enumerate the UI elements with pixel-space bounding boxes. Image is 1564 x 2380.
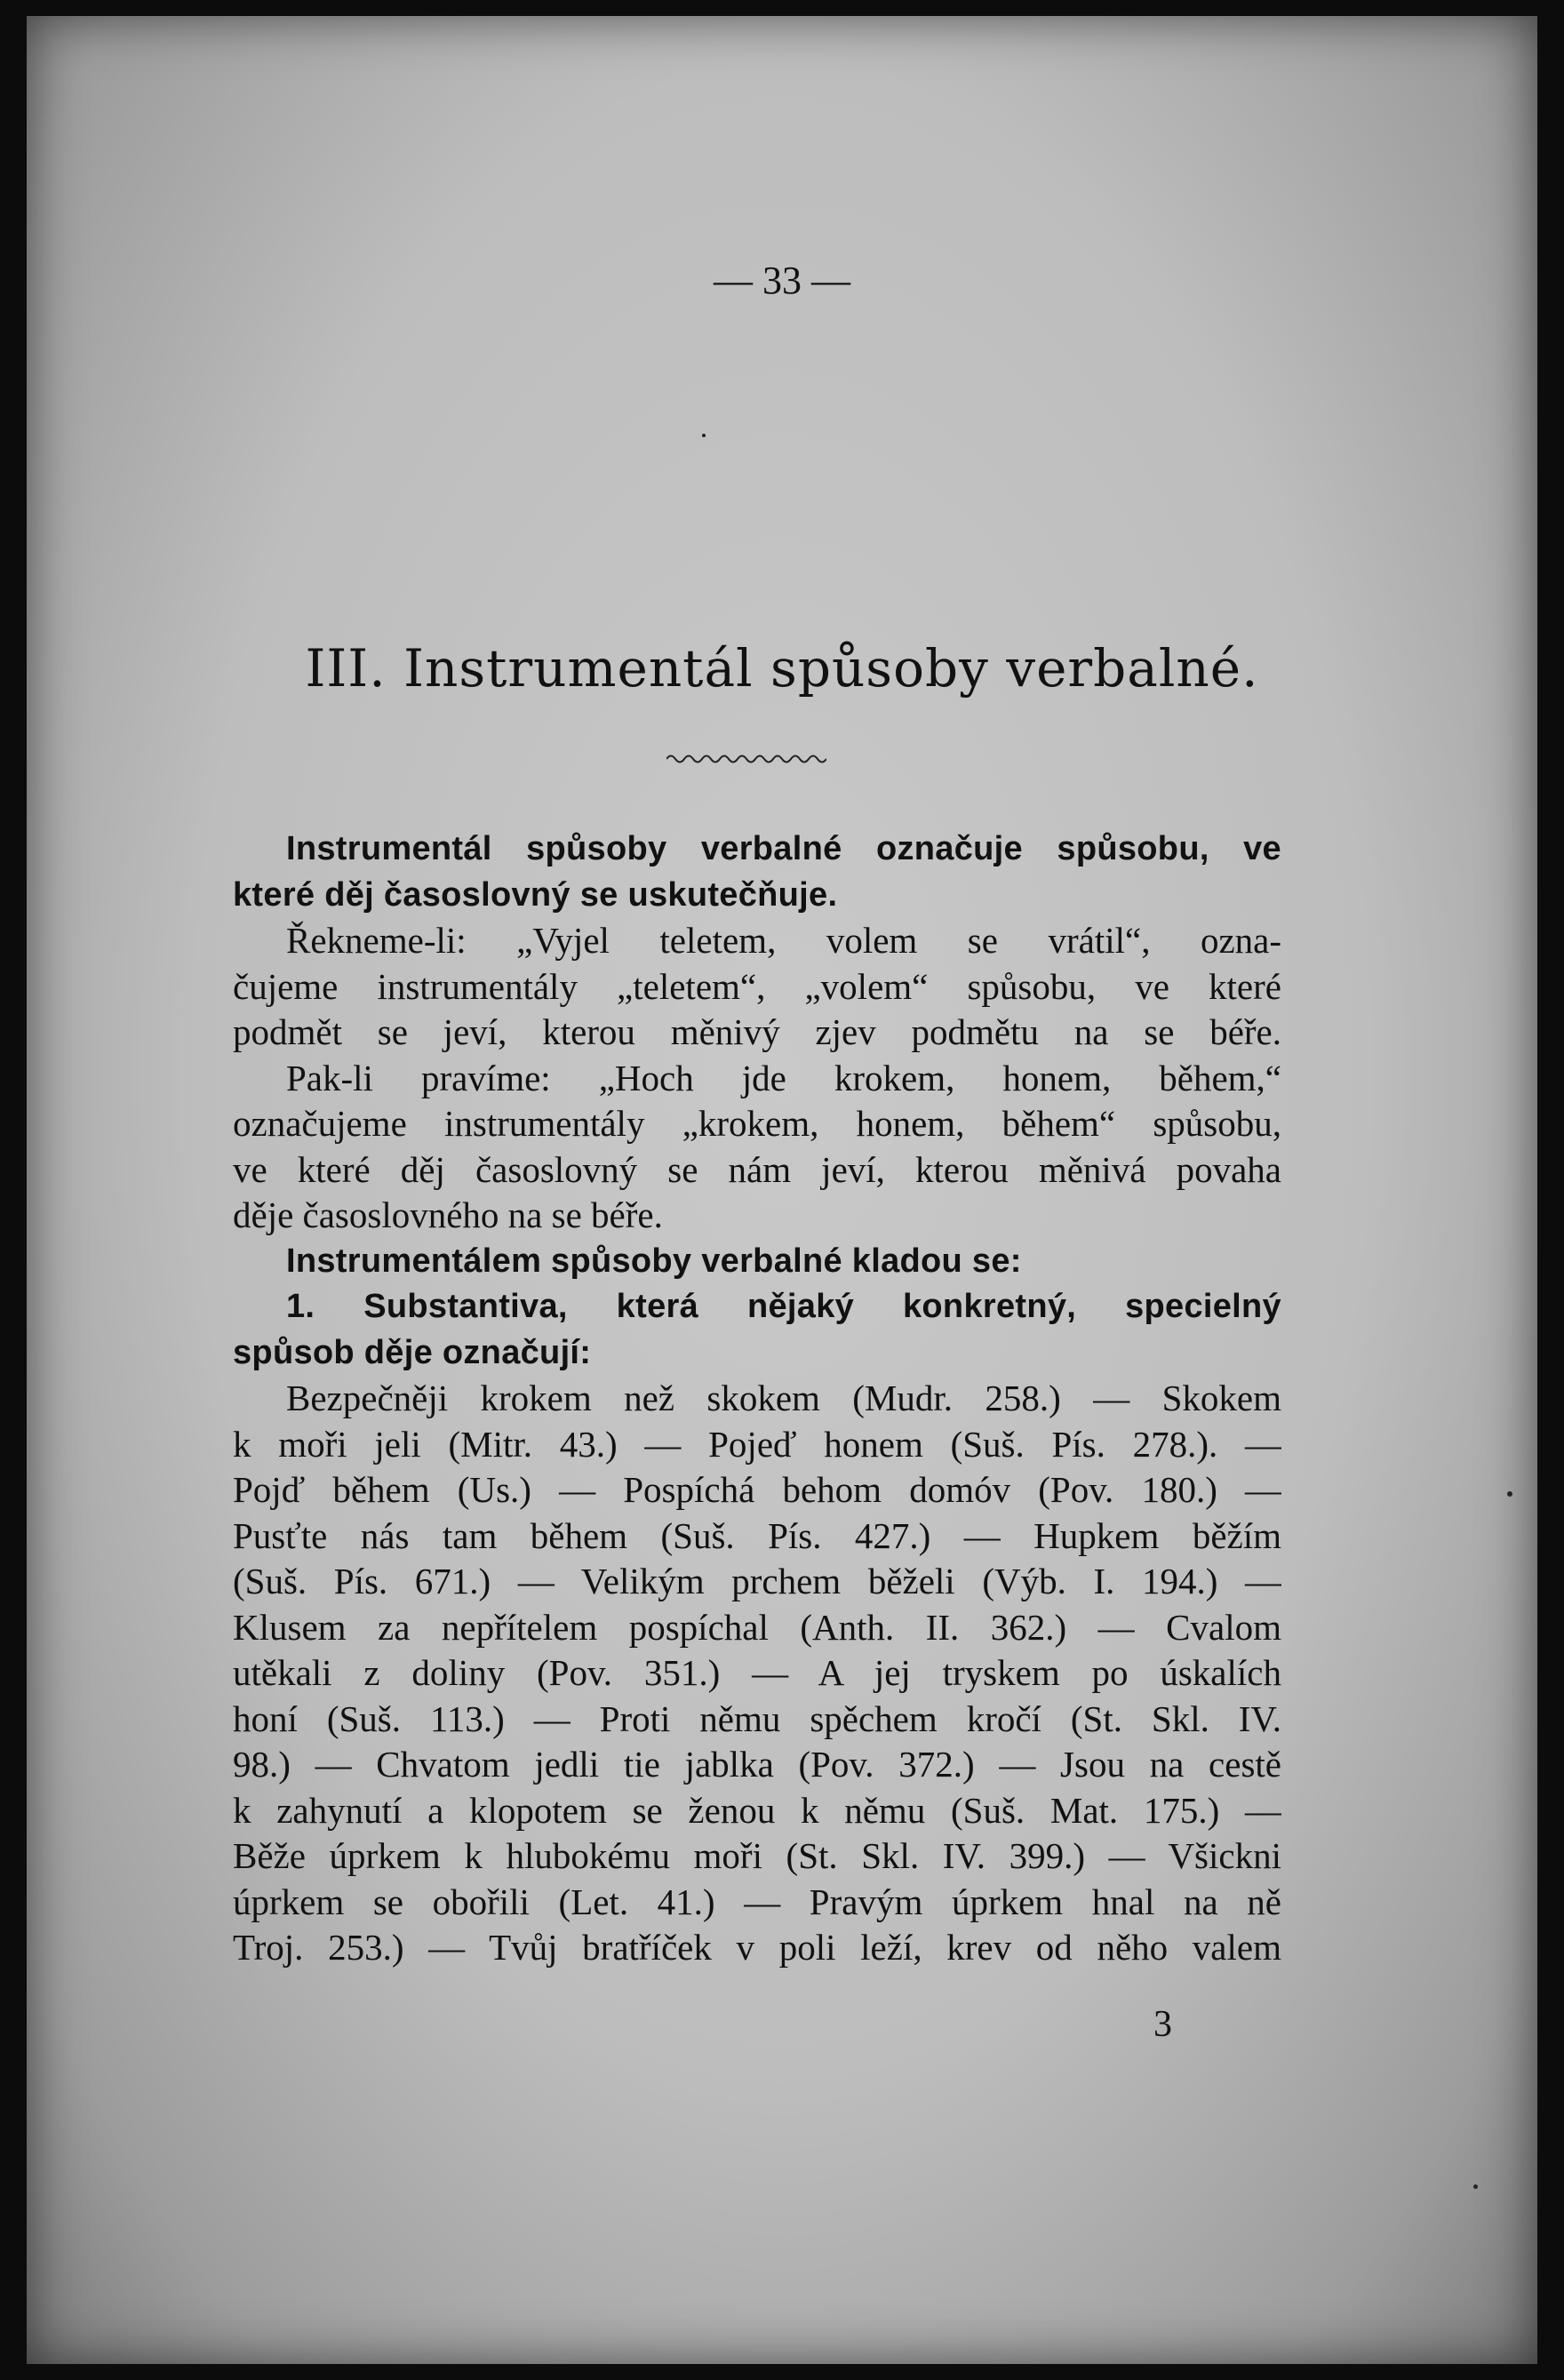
chapter-title: III. Instrumentál spůsoby verbalné.: [305, 638, 1259, 699]
text-line: Pak-li pravíme: „Hoch jde krokem, honem, během,“: [286, 1057, 1281, 1098]
wavy-ornament: [666, 752, 826, 766]
book-page: [27, 16, 1537, 2364]
text-line: 98.) — Chvatom jedli tie jablka (Pov. 372.) — Jsou na cestě: [233, 1744, 1281, 1785]
text-line: Troj. 253.) — Tvůj bratříček v poli leží, krev od něho valem: [233, 1927, 1281, 1968]
print-speck: [1507, 1491, 1512, 1497]
signature-mark: 3: [1153, 2004, 1172, 2045]
text-line: honí (Suš. 113.) — Proti němu spěchem kročí (St. Skl. IV.: [233, 1697, 1281, 1739]
text-line: Řekneme-li: „Vyjel teletem, volem se vrátil“, ozna-: [286, 920, 1281, 961]
text-line: Pojď během (Us.) — Pospíchá behom domóv (Pov. 180.) —: [233, 1469, 1281, 1510]
text-line: označujeme instrumentály „krokem, honem, během“ spůsobu,: [233, 1103, 1281, 1144]
text-line: podmět se jeví, kterou měnivý zjev podmětu na se béře.: [233, 1011, 1281, 1052]
text-line: Pusťte nás tam během (Suš. Pís. 427.) — Hupkem běžím: [233, 1514, 1281, 1556]
text-line: spůsob děje označují:: [233, 1333, 592, 1371]
page-number: — 33 —: [714, 259, 850, 302]
text-line: (Suš. Pís. 671.) — Velikým prchem běželi (Výb. I. 194.) —: [233, 1561, 1281, 1601]
text-line: úprkem se obořili (Let. 41.) — Pravým úprkem hnal na ně: [233, 1881, 1281, 1922]
text-line: ve které děj časoslovný se nám jeví, kterou měnivá povaha: [233, 1148, 1281, 1190]
text-line: 1. Substantiva, která nějaký konkretný, specielný: [286, 1288, 1281, 1325]
print-speck: [1473, 2184, 1478, 2189]
print-speck: [702, 434, 706, 437]
text-line: utěkali z doliny (Pov. 351.) — A jej tryskem po úskalích: [233, 1652, 1281, 1693]
text-line: děje časoslovného na se béře.: [233, 1194, 663, 1235]
text-line: k moři jeli (Mitr. 43.) — Pojeď honem (Suš. Pís. 278.). —: [233, 1423, 1281, 1465]
text-line: čujeme instrumentály „teletem“, „volem“ spůsobu, ve které: [233, 965, 1281, 1007]
text-line: Běže úprkem k hlubokému moři (St. Skl. IV. 399.) — Všickni: [233, 1835, 1281, 1876]
text-line: Klusem za nepřítelem pospíchal (Anth. II. 362.) — Cvalom: [233, 1606, 1281, 1648]
text-line: Bezpečněji krokem než skokem (Mudr. 258.) — Skokem: [286, 1378, 1281, 1418]
text-line: k zahynutí a klopotem se ženou k němu (Suš. Mat. 175.) —: [233, 1789, 1281, 1831]
text-line: Instrumentál spůsoby verbalné označuje spůsobu, ve: [286, 830, 1281, 867]
text-line: Instrumentálem spůsoby verbalné kladou se:: [286, 1242, 1022, 1280]
body-text: [233, 827, 1281, 1971]
text-line: které děj časoslovný se uskutečňuje.: [233, 875, 838, 914]
